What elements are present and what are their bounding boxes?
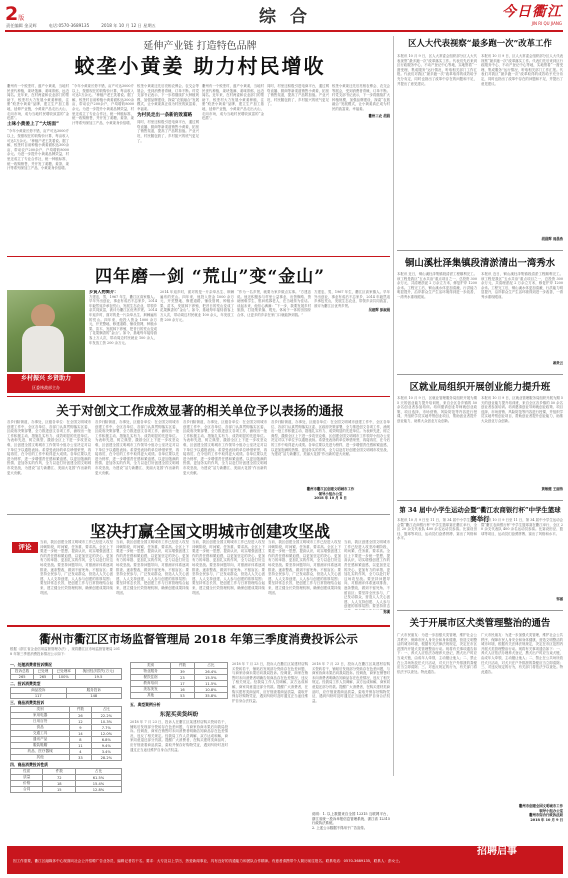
commentary-body-1: 当前，我区创建全国文明城市工作已经进入攻坚冲刺阶段，时间紧、任务重、要求高。全区上下要进一步统一思想、提高认识，切实增强创建工作的责任感和紧迫感，以更加坚定的决心、更加有力的举措、更加扎实的作风，全力以赴打好这场攻坚战。要坚持问题导向，对照测评体系逐项排查、逐条整改，做到不留死角、不留盲区；要坚持全民参与，广泛发动群众，营造人人关心创建、人人支持创建、人人参与创建的浓厚氛围；要坚持常态长效，把创建工作与日常管理结合起来，建立健全长效管理机制，确保创建成果持续巩固。 <box>40 540 113 595</box>
recruit-headline: 招聘启事 <box>477 846 517 857</box>
table4-cell: 15.4% <box>75 781 121 787</box>
feature-byline: 乡贤人物简介： <box>89 290 119 294</box>
right-story-3-body-2: 本报讯 10 月 9 日，区就业管理服务局组织开展为期 5 天的创业能力提升培训班，来自全区各乡镇的 50 余名创业者参加培训。培训邀请创业导师就创业政策、项目选择、市场营销、风险防范等内容进行授课，并组织学员实地考察创业项目，帮助创业者提升创业能力，助推大众创业万众创新。 <box>481 396 563 423</box>
commentary-col-5 <box>344 540 390 620</box>
right-story-4-author: 邹丽 <box>556 597 563 601</box>
feature-body-2b: 2014 年返乡时，面对的是一片杂草丛生、荆棘遍布的荒山。四年来，他投入资金 1000 余万元，开荒整地、修建道路、铺设管网，种植水果、苗木，发展林下养殖，把昔日的荒山变成了花果飘香的“金山”。如今，基地每年接待游客上万人次，带动周边村民就业 100 余人，年发放工资 200 余万元。 <box>160 290 234 322</box>
table2-head-service: 服务投诉 <box>66 688 122 694</box>
table-type <box>10 687 122 699</box>
right-rule-4 <box>397 610 563 611</box>
lead-col-3 <box>137 84 199 254</box>
table3-cell: 服装鞋帽 <box>11 743 70 749</box>
table5-cell: 10.8% <box>194 687 227 693</box>
notice-signoff-3: 2018 年 10 月 8 日 <box>314 496 347 501</box>
table3-cell: 14 <box>70 731 91 737</box>
table1-head-rate: 已处理率 <box>52 669 75 675</box>
table4-title: 四、商品消费投诉性质 <box>10 762 48 768</box>
notice-rule <box>7 396 390 397</box>
feature-col-3 <box>237 290 311 393</box>
feature-body-1b: 方建忠，男，1967 年生，衢江区高家镇人。早年外出创业，事业有成后不忘家乡，2014 年毅然返乡承包荒山，发展生态农业，带领乡亲共同致富，被评为衢江区优秀乡贤。 <box>314 290 390 308</box>
feature-col-2 <box>160 290 234 393</box>
right-story-5-body-2: 广大市民朋友：为进一步加强犬类管理，维护社会公共秩序，保障市民人身安全和身体健康，营造文明整洁的城市环境，根据有关法律法规规定，决定在市区范围内开展犬类管理整治行动。现将有关事项通告如下：一、养犬人应依法办理养犬登记，携犬出户时应当束犬链，由成年人牵领，主动避让他人；二、禁止在公共场所放任犬只活动，对犬只在户外排泄的粪便应当立即清除；三、对违反规定的行为，有关部门将依法予以查处。特此通告。 <box>481 633 563 674</box>
table3-cell: 6.8% <box>91 737 121 743</box>
right-story-3-headline: 区就业局组织开展创业能力提升班 <box>409 382 551 393</box>
notice-col-1 <box>7 420 91 512</box>
case-col-3 <box>312 662 390 842</box>
right-story-1-headline: 区人大代表视察“最多跑一次”改革工作 <box>408 38 552 48</box>
table4-cell: 18 <box>43 781 75 787</box>
table5-cell: 26.4% <box>194 669 227 675</box>
table3-head-count: 件数 <box>70 707 91 713</box>
table1-recovered: 19.5 <box>75 675 121 680</box>
table1-rate: 100% <box>52 675 75 680</box>
feature-photo <box>7 290 85 372</box>
right-story-1-col-2 <box>481 54 563 246</box>
table-handling <box>10 668 122 680</box>
table5-cell: 16 <box>171 687 195 693</box>
right-story-1-col-1 <box>397 54 477 246</box>
right-story-4-headline: 第 34 届中小学生运动会暨“衢江农商银行杯”中学生篮球赛举行 <box>399 506 561 523</box>
right-story-4-body-1: 本报讯 10 月 9 日至 11 日，第 34 届中小学生运动会暨“衢江农商银行杯”中学生篮球赛在衢江举行，全区 20 余支代表队 400 余名运动员参赛。比赛设田径、篮球等项目，运动员们奋勇拼搏、赛出了风格和水平。 <box>397 518 477 541</box>
notice-headline: 关于对创文工作成效显著的相关单位予以表扬的通报 <box>56 403 344 418</box>
commentary-body-2: 当前，我区创建全国文明城市工作已经进入攻坚冲刺阶段，时间紧、任务重、要求高。全区上下要进一步统一思想、提高认识，切实增强创建工作的责任感和紧迫感，以更加坚定的决心、更加有力的举措、更加扎实的作风，全力以赴打好这场攻坚战。要坚持问题导向，对照测评体系逐项排查、逐条整改，做到不留死角、不留盲区；要坚持全民参与，广泛发动群众，营造人人关心创建、人人支持创建、人人参与创建的浓厚氛围；要坚持常态长效，把创建工作与日常管理结合起来，建立健全长效管理机制，确保创建成果持续巩固。 <box>116 540 189 595</box>
table5-head-count: 件数 <box>171 663 195 669</box>
right-story-3-body-1: 本报讯 10 月 9 日，区就业管理服务局组织开展为期 5 天的创业能力提升培训班，来自全区各乡镇的 50 余名创业者参加培训。培训邀请创业导师就创业政策、项目选择、市场营销、风险防范等内容进行授课，并组织学员实地考察创业项目，帮助创业者提升创业能力，助推大众创业万众创新。 <box>397 396 477 423</box>
logo-pinyin: JIN RI QU JIANG <box>531 21 562 26</box>
table5-cell: 美容美发 <box>131 687 171 693</box>
feature-col-1 <box>89 290 157 393</box>
case-col-2 <box>232 662 308 842</box>
complaints-tables-left <box>10 662 122 793</box>
lead-subhead-1: 土味小黄姜上了“大场面” <box>7 121 59 127</box>
table3-cell: 9 <box>70 725 91 731</box>
table3-cell: 食品 <box>11 725 70 731</box>
table5-cell: 其他 <box>131 693 171 699</box>
table2-title: 二、投诉消费类型 <box>10 681 41 687</box>
feature-author: 吴建辉 彭淑娟 <box>368 308 390 313</box>
table3-cell: 12 <box>70 719 91 725</box>
recruit-banner <box>7 846 563 874</box>
table3-cell: 12.0% <box>91 731 121 737</box>
table3-cell: 药品、医疗器械 <box>11 749 70 755</box>
page-number-digit: 2 <box>5 3 19 25</box>
lead-col-4 <box>202 84 264 254</box>
masthead-editor: 责任编辑 金灵辉 <box>6 23 37 28</box>
table3-cell: 交通工具 <box>11 731 70 737</box>
table3-cell: 8 <box>70 737 91 743</box>
table4-cell: 质量 <box>11 775 43 781</box>
case-body-1: 2018 年 7 月 23 日，投诉人在衢江区某建材店购买瓷砖若干，铺贴后发现部分瓷砖存在色差问题，与商家协商未果后向我局投诉。经调查，商家在销售时未向消费者明确告知商品存在色差情况，违反了相关规定。经我局工作人员调解，双方达成和解，商家同意退还部分货款。提醒广大消费者，在购买建材类商品时，应仔细查看商品质量，索取并保存好购物凭证，遇到纠纷时及时通过正当途径维护自身合法权益。 <box>130 720 228 752</box>
lead-col-6 <box>332 84 390 254</box>
right-story-5-body-1: 广大市民朋友：为进一步加强犬类管理，维护社会公共秩序，保障市民人身安全和身体健康，营造文明整洁的城市环境，根据有关法律法规规定，决定在市区范围内开展犬类管理整治行动。现将有关事项通告如下：一、养犬人应依法办理养犬登记，携犬出户时应当束犬链，由成年人牵领，主动避让他人；二、禁止在公共场所放任犬只活动，对犬只在户外排泄的粪便应当立即清除；三、对违反规定的行为，有关部门将依法予以查处。特此通告。 <box>397 633 477 674</box>
right-story-5-headline: 关于开展市区犬类管理整治的通告 <box>409 618 551 629</box>
table3-cell: 9.4% <box>91 743 121 749</box>
table4-head-share: 占比 <box>75 769 121 775</box>
lead-body-1: 衢州有一个蛟垄村，盛产小黄姜，当地村民世代种植，姜块饱满、姜味浓郁，远近闻名。近年来，在村两委和农业部门的帮助下，蛟垄村大力发展小黄姜种植，注册“蛟垄小黄姜”品牌，建立生产加工基地，延伸产业链，小黄姜产品走出大山，走向市场，成为当地村民增收致富的“金疙瘩”。 <box>7 84 69 121</box>
notice-col-4 <box>271 420 390 512</box>
right-rule-2 <box>397 374 563 375</box>
page-number-unit: 版 <box>18 15 25 22</box>
table3-cell: 3.4% <box>91 749 121 755</box>
commentary-body-4: 当前，我区创建全国文明城市工作已经进入攻坚冲刺阶段，时间紧、任务重、要求高。全区上下要进一步统一思想、提高认识，切实增强创建工作的责任感和紧迫感，以更加坚定的决心、更加有力的举措、更加扎实的作风，全力以赴打好这场攻坚战。要坚持问题导向，对照测评体系逐项排查、逐条整改，做到不留死角、不留盲区；要坚持全民参与，广泛发动群众，营造人人关心创建、人人支持创建、人人参与创建的浓厚氛围；要坚持常态长效，把创建工作与日常管理结合起来，建立健全长效管理机制，确保创建成果持续巩固。 <box>268 540 341 595</box>
right-story-5-col-1 <box>397 633 477 843</box>
right-story-2-col-1 <box>397 272 477 370</box>
table5-cell: 物业服务 <box>131 669 171 675</box>
lead-headline: 蛟垄小黄姜 助力村民增收 <box>74 54 326 78</box>
table3-cell: 10.3% <box>91 719 121 725</box>
table3-cell: 7.7% <box>91 725 121 731</box>
table-service-category <box>130 662 228 699</box>
feature-body-1: 方建忠，男，1967 年生，衢江区高家镇人。早年外出创业，事业有成后不忘家乡，2014 年毅然返乡承包荒山，发展生态农业，带领乡亲共同致富，被评为衢江区优秀乡贤。 <box>89 294 157 313</box>
notice-body-1: 各乡(镇)街道，办事处，区级各单位：在全国文明城市创建工作中，全区各单位、各部门认真贯彻落实区委、区政府决策部署，全力推进创文各项工作，涌现出一批工作积极主动、措施扎实有力、成效明显的先进单位。为表彰先进，树立典型，激励全区上下进一步攻坚克难，区创建全国文明城市工作领导小组办公室决定对以下单位予以通报表扬。希望受表扬的单位珍惜荣誉，再接再厉，在今后的工作中取得更大成绩。各单位要以先进为榜样，进一步增强责任感和紧迫感，以更加饱满的热情、更加务实的作风，全力以赴打好创建全国文明城市攻坚战，为建设“活力新衢江、美丽大花园”作出新的更大贡献。 <box>7 420 91 475</box>
commentary-col-3 <box>192 540 265 620</box>
table1-handled: 265 <box>34 675 52 680</box>
feature-caption-2: 区委统战部主办 <box>32 385 60 390</box>
table3-cell: 其他 <box>11 755 70 761</box>
table4-cell: 15 <box>43 787 75 793</box>
right-story-2-body-1: 本报讯 近日，铜山溪杜泽集镇段清淤工程顺利完工。该工程是我区“五水共治”重点项目之一，总投资 300 余万元，共清理淤泥 2 万余立方米，修复护岸 1200 余米。工程完工后，铜山溪水体更加清澈，行洪能力明显提升，沿岸群众生产生活环境得到进一步改善，一湾秀水重现眼前。 <box>397 272 477 299</box>
notice-col-2 <box>95 420 179 512</box>
right-story-3-col-1 <box>397 396 477 496</box>
table5-cell: 53 <box>171 693 195 699</box>
table3-head-category: 类别 <box>11 707 70 713</box>
right-story-5-signoff-4: 2018 年 10 月 9 日 <box>530 817 563 822</box>
notice-body-3: 各乡(镇)街道，办事处，区级各单位：在全国文明城市创建工作中，全区各单位、各部门认真贯彻落实区委、区政府决策部署，全力推进创文各项工作，涌现出一批工作积极主动、措施扎实有力、成效明显的先进单位。为表彰先进，树立典型，激励全区上下进一步攻坚克难，区创建全国文明城市工作领导小组办公室决定对以下单位予以通报表扬。希望受表扬的单位珍惜荣誉，再接再厉，在今后的工作中取得更大成绩。各单位要以先进为榜样，进一步增强责任感和紧迫感，以更加饱满的热情、更加务实的作风，全力以赴打好创建全国文明城市攻坚战，为建设“活力新衢江、美丽大花园”作出新的更大贡献。 <box>183 420 267 475</box>
right-story-3-author: 黄敏健 王丽伟 <box>541 487 563 491</box>
complaints-rule <box>7 625 390 627</box>
commentary-headline: 坚决打赢全国文明城市创建攻坚战 <box>89 522 330 541</box>
table1-head-recovered: 挽回经济损失(万元) <box>75 669 121 675</box>
notice-signoff-1: 衢州市衢江区创建文明城市工作 <box>306 487 355 491</box>
table1-total: 265 <box>11 675 34 680</box>
table3-cell: 通讯产品 <box>11 737 70 743</box>
table5-cell: 15.5% <box>194 675 227 681</box>
feature-caption-1: 乡村振兴 乡贤助力 <box>20 375 72 382</box>
table-row <box>11 787 122 793</box>
lead-body-4b: 同时，村里还积极引进电商平台，通过网络直播、微商等新渠道销售小黄姜，拓宽了销售渠道，提高了产品附加值。产业兴旺，村民腰包鼓了，乡村振兴的底气更足了。 <box>267 84 329 107</box>
table3-cell: 26 <box>70 713 91 719</box>
table3-cell: 22.2% <box>91 713 121 719</box>
table4-cell: 价格 <box>11 781 43 787</box>
table4-cell: 12.8% <box>75 787 121 793</box>
complaints-headline: 衢州市衢江区市场监督管理局 2018 年第三季度消费投诉公示 <box>39 632 358 646</box>
table1-title: 一、处理消费者投诉情况 <box>10 662 52 667</box>
lead-body-3: 蛟垄小黄姜还先后亮相农博会、农交会等展会，受到消费者青睐，订单不断。村党支部书记表示，下一步将继续扩大种植规模，加强品牌建设，探索“农旅融合”发展模式，让小黄姜真正成为村民的致富姜、幸福姜。 <box>137 84 199 111</box>
right-story-5-signoff-1: 衢州市创建全国文明城市工作 <box>518 804 563 808</box>
newspaper-logo <box>482 1 562 26</box>
masthead-phone: 电话:0570-3689135 <box>48 23 90 28</box>
photo-person-body <box>22 326 64 372</box>
right-story-4-col-1 <box>397 518 477 606</box>
table5-cell: 39 <box>171 669 195 675</box>
table3-cell: 33 <box>70 755 91 761</box>
table5-cell: 17 <box>171 681 195 687</box>
lead-col-2 <box>72 84 134 254</box>
table5-cell: 教育培训 <box>131 681 171 687</box>
logo-text: 今日衢江 <box>502 4 562 20</box>
table5-head-category: 类别 <box>131 663 171 669</box>
right-story-5-signoff-3: 衢州市综合行政执法局 <box>529 813 563 818</box>
right-story-2-headline: 铜山溪杜泽集镇段清淤清出一湾秀水 <box>404 258 555 269</box>
commentary-col-4 <box>268 540 341 620</box>
right-story-4-body-2: 本报讯 10 月 9 日至 11 日，第 34 届中小学生运动会暨“衢江农商银行杯”中学生篮球赛在衢江举行，全区 20 余支代表队 400 余名运动员参赛。比赛设田径、篮球等项目，运动员们奋勇拼搏、赛出了风格和水平。 <box>481 518 563 536</box>
right-rule-3 <box>397 500 563 501</box>
masthead-info <box>6 23 306 29</box>
table2-goods: 117 <box>11 694 67 699</box>
lead-body-1b: 衢州有一个蛟垄村，盛产小黄姜，当地村民世代种植，姜块饱满、姜味浓郁，远近闻名。近年来，在村两委和农业部门的帮助下，蛟垄村大力发展小黄姜种植，注册“蛟垄小黄姜”品牌，建立生产加工基地，延伸产业链，小黄姜产品走出大山，走向市场，成为当地村民增收致富的“金疙瘩”。 <box>202 84 264 121</box>
table-goods-category <box>10 706 122 761</box>
table1-head-total: 投诉总数 <box>11 669 34 675</box>
notice-body-2: 各乡(镇)街道，办事处，区级各单位：在全国文明城市创建工作中，全区各单位、各部门认真贯彻落实区委、区政府决策部署，全力推进创文各项工作，涌现出一批工作积极主动、措施扎实有力、成效明显的先进单位。为表彰先进，树立典型，激励全区上下进一步攻坚克难，区创建全国文明城市工作领导小组办公室决定对以下单位予以通报表扬。希望受表扬的单位珍惜荣誉，再接再厉，在今后的工作中取得更大成绩。各单位要以先进为榜样，进一步增强责任感和紧迫感，以更加饱满的热情、更加务实的作风，全力以赴打好创建全国文明城市攻坚战，为建设“活力新衢江、美丽大花园”作出新的更大贡献。 <box>95 420 179 475</box>
right-story-2-author: 戚贵云 <box>552 361 563 365</box>
case-body-3: 2018 年 7 月 23 日，投诉人在衢江区某建材店购买瓷砖若干，铺贴后发现部分瓷砖存在色差问题，与商家协商未果后向我局投诉。经调查，商家在销售时未向消费者明确告知商品存在色差情况，违反了相关规定。经我局工作人员调解，双方达成和解，商家同意退还部分货款。提醒广大消费者，在购买建材类商品时，应仔细查看商品质量，索取并保存好购物凭证，遇到纠纷时及时通过正当途径维护自身合法权益。 <box>312 662 390 703</box>
lead-author: 衢州三农 胡晨 <box>368 113 390 118</box>
table3-cell: 家用电器 <box>11 713 70 719</box>
table5-cell: 11.5% <box>194 681 227 687</box>
table-goods-nature <box>10 768 122 793</box>
table4-head-count: 件数 <box>43 769 75 775</box>
main-column-divider <box>393 36 394 776</box>
feature-caption-block <box>7 374 85 393</box>
table-row <box>131 693 228 699</box>
commentary-author: 郑溪 <box>383 610 390 614</box>
table3-cell: 28.2% <box>91 755 121 761</box>
photo-person-head <box>31 304 55 328</box>
table4-cell: 合同 <box>11 787 43 793</box>
lead-col-5 <box>267 84 329 254</box>
complaints-intro: 根据《浙江省企业信用监督管理办法》，现将衢江区市场监督管理局 2018 年第三季度消费投诉情况公示如下： <box>10 647 120 656</box>
case-title: 东泥买卖货纠纷 <box>159 712 199 718</box>
notice-body-4: 各乡(镇)街道，办事处，区级各单位：在全国文明城市创建工作中，全区各单位、各部门认真贯彻落实区委、区政府决策部署，全力推进创文各项工作，涌现出一批工作积极主动、措施扎实有力、成效明显的先进单位。为表彰先进，树立典型，激励全区上下进一步攻坚克难，区创建全国文明城市工作领导小组办公室决定对以下单位予以通报表扬。希望受表扬的单位珍惜荣誉，再接再厉，在今后的工作中取得更大成绩。各单位要以先进为榜样，进一步增强责任感和紧迫感，以更加饱满的热情、更加务实的作风，全力以赴打好创建全国文明城市攻坚战，为建设“活力新衢江、美丽大花园”作出新的更大贡献。 <box>271 420 390 457</box>
table5-cell: 35.8% <box>194 693 227 699</box>
commentary-body-5: 当前，我区创建全国文明城市工作已经进入攻坚冲刺阶段，时间紧、任务重、要求高。全区上下要进一步统一思想、提高认识，切实增强创建工作的责任感和紧迫感，以更加坚定的决心、更加有力的举措、更加扎实的作风，全力以赴打好这场攻坚战。要坚持问题导向，对照测评体系逐项排查、逐条整改，做到不留死角、不留盲区；要坚持全民参与，广泛发动群众，营造人人关心创建、人人支持创建、人人参与创建的浓厚氛围；要坚持常态 <box>344 540 390 609</box>
right-story-1-body-1: 本报讯 10 月 9 日，区人大常委会组织部分区人大代表视察“最多跑一次”改革落实工作。代表们先后来到区行政服务中心、不动产登记中心等地，实地察看“一窗受理、集成服务”运行情况，听取相关部门工作汇报。代表们对我区“最多跑一次”改革取得的成效给予充分肯定，同时也指出了改革中存在的问题和不足，并提出了意见建议。 <box>397 54 477 86</box>
commentary-rule <box>7 514 390 515</box>
table2-service: 148 <box>66 694 122 699</box>
right-rule-1 <box>397 250 563 251</box>
table4-cell: 61.5% <box>75 775 121 781</box>
lead-body-3b: 蛟垄小黄姜还先后亮相农博会、农交会等展会，受到消费者青睐，订单不断。村党支部书记表示，下一步将继续扩大种植规模，加强品牌建设，探索“农旅融合”发展模式，让小黄姜真正成为村民的致富姜、幸福姜。 <box>332 84 390 111</box>
feature-headline: 四年磨一剑 “荒山”变“金山” <box>94 267 326 287</box>
right-story-1-author: 胡晨辉 周晨浩 <box>541 237 563 241</box>
commentary-col-2 <box>116 540 189 620</box>
section-title: 综 合 <box>259 7 311 27</box>
feature-body-2: 2014 年返乡时，面对的是一片杂草丛生、荆棘遍布的荒山。四年来，他投入资金 1000 余万元，开荒整地、修建道路、铺设管网，种植水果、苗木，发展林下养殖，把昔日的荒山变成了花果飘香的“金山”。如今，基地每年接待游客上万人次，带动周边村民就业 100 余人，年发放工资 200 余万元。 <box>89 308 157 345</box>
masthead-rule <box>5 30 563 32</box>
lead-subhead-2: 为村民走出一条新的致富路 <box>137 112 193 118</box>
right-story-3-col-2 <box>481 396 563 496</box>
commentary-tag: 评论 <box>12 542 38 553</box>
commentary-body-3: 当前，我区创建全国文明城市工作已经进入攻坚冲刺阶段，时间紧、任务重、要求高。全区上下要进一步统一思想、提高认识，切实增强创建工作的责任感和紧迫感，以更加坚定的决心、更加有力的举措、更加扎实的作风，全力以赴打好这场攻坚战。要坚持问题导向，对照测评体系逐项排查、逐条整改，做到不留死角、不留盲区；要坚持全民参与，广泛发动群众，营造人人关心创建、人人支持创建、人人参与创建的浓厚氛围；要坚持常态长效，把创建工作与日常管理结合起来，建立健全长效管理机制，确保创建成果持续巩固。 <box>192 540 265 595</box>
table1-head-handled: 已处理 <box>34 669 52 675</box>
table5-cell: 餐饮住宿 <box>131 675 171 681</box>
right-story-4-col-2 <box>481 518 563 606</box>
feature-rule <box>7 256 390 257</box>
complaints-footnote-1: 说明：1. 以上数据来自全国 12315 互联网平台，浙江省统一投诉举报信息管理系统、浙江省 12315 行政执法系统。 <box>312 812 390 826</box>
complaints-tables-mid <box>130 662 228 836</box>
table5-head-share: 占比 <box>194 663 227 669</box>
right-story-5-signoff-2: 领导小组办公室 <box>539 808 563 813</box>
case-body-2: 2018 年 7 月 23 日，投诉人在衢江区某建材店购买瓷砖若干，铺贴后发现部分瓷砖存在色差问题，与商家协商未果后向我局投诉。经调查，商家在销售时未向消费者明确告知商品存在色差情况，违反了相关规定。经我局工作人员调解，双方达成和解，商家同意退还部分货款。提醒广大消费者，在购买建材类商品时，应仔细查看商品质量，索取并保存好购物凭证，遇到纠纷时及时通过正当途径维护自身合法权益。 <box>232 662 308 703</box>
masthead-date: 2018 年 10 月 12 日 星期五 <box>101 23 156 28</box>
right-story-2-col-2 <box>481 272 563 370</box>
notice-col-3 <box>183 420 267 512</box>
feature-col-4 <box>314 290 390 393</box>
right-story-1-body-2: 本报讯 10 月 9 日，区人大常委会组织部分区人大代表视察“最多跑一次”改革落实工作。代表们先后来到区行政服务中心、不动产登记中心等地，实地察看“一窗受理、集成服务”运行情况，听取相关部门工作汇报。代表们对我区“最多跑一次”改革取得的成效给予充分肯定，同时也指出了改革中存在的问题和不足，并提出了意见建议。 <box>481 54 563 86</box>
lead-body-4: 同时，村里还积极引进电商平台，通过网络直播、微商等新渠道销售小黄姜，拓宽了销售渠道，提高了产品附加值。产业兴旺，村民腰包鼓了，乡村振兴的底气更足了。 <box>137 120 199 143</box>
table5-cell: 23 <box>171 675 195 681</box>
table3-head-share: 占比 <box>91 707 121 713</box>
feature-body-3: “作为一名乡贤，就要为家乡做点实事。”方建忠说。他还积极参与村里公益事业，出资修路、资助困难学生、慰问孤寡老人，在当地传为佳话。谈起未来，他信心满满：“下一步，我要发展乡村旅游，打造集采摘、观光、休闲于一体的田园综合体，让更多的乡亲在家门口就能挣到钱。” <box>237 290 311 317</box>
complaints-footnote-2: 2. 上述公示数据不得用于广告宣传。 <box>312 825 368 830</box>
lead-body-2: “今年小黄姜长势不错，亩产可达3000斤以上，按照现在的收购价计算，每亩收入可达1万余元。”种植户老王笑着说。据了解，蛟垄村目前种植小黄姜面积达300余亩，带动农户200余户，户均增收8000余元。为进一步提升小黄姜品牌效益，村里还成立了专业合作社，统一种植标准、统一收购销售，并开发了姜糖、姜茶、姜汁等系列深加工产品，小黄姜身价倍增。 <box>7 129 69 171</box>
right-story-5-col-2 <box>481 633 563 843</box>
lead-kicker: 延伸产业链 打造特色品牌 <box>143 41 257 52</box>
table3-cell: 4 <box>70 749 91 755</box>
lead-col-1 <box>7 84 69 254</box>
table2-head-goods: 商品投诉 <box>11 688 67 694</box>
table3-cell: 日用百货 <box>11 719 70 725</box>
table3-cell: 11 <box>70 743 91 749</box>
table4-head-nature: 性质 <box>11 769 43 775</box>
page-number <box>5 3 23 23</box>
table-row <box>11 755 122 761</box>
commentary-col-1 <box>40 540 113 620</box>
notice-signoff-2: 领导小组办公室 <box>318 491 343 496</box>
case-section-title: 五、典型案例分析 <box>130 702 161 707</box>
table4-cell: 72 <box>43 775 75 781</box>
table3-title: 三、商品消费类投诉 <box>10 700 45 706</box>
lead-body-2b: “今年小黄姜长势不错，亩产可达3000斤以上，按照现在的收购价计算，每亩收入可达1万余元。”种植户老王笑着说。据了解，蛟垄村目前种植小黄姜面积达300余亩，带动农户200余户，户均增收8000余元。为进一步提升小黄姜品牌效益，村里还成立了专业合作社，统一种植标准、统一收购销售，并开发了姜糖、姜茶、姜汁等系列深加工产品，小黄姜身价倍增。 <box>72 84 134 125</box>
right-story-2-body-2: 本报讯 近日，铜山溪杜泽集镇段清淤工程顺利完工。该工程是我区“五水共治”重点项目之一，总投资 300 余万元，共清理淤泥 2 万余立方米，修复护岸 1200 余米。工程完工后，铜山溪水体更加清澈，行洪能力明显提升，沿岸群众生产生活环境得到进一步改善，一湾秀水重现眼前。 <box>481 272 563 299</box>
recruit-body: 因工作需要，衢江区融媒体中心现面向社会公开招聘广告业务员、编辑记者若干名。要求：大专及以上学历，热爱新闻事业，具有良好的沟通能力和团队合作精神。有意者请携带个人简历前往报名。联系电话：0570-3689135，联系人：彭女士。 <box>13 859 403 863</box>
